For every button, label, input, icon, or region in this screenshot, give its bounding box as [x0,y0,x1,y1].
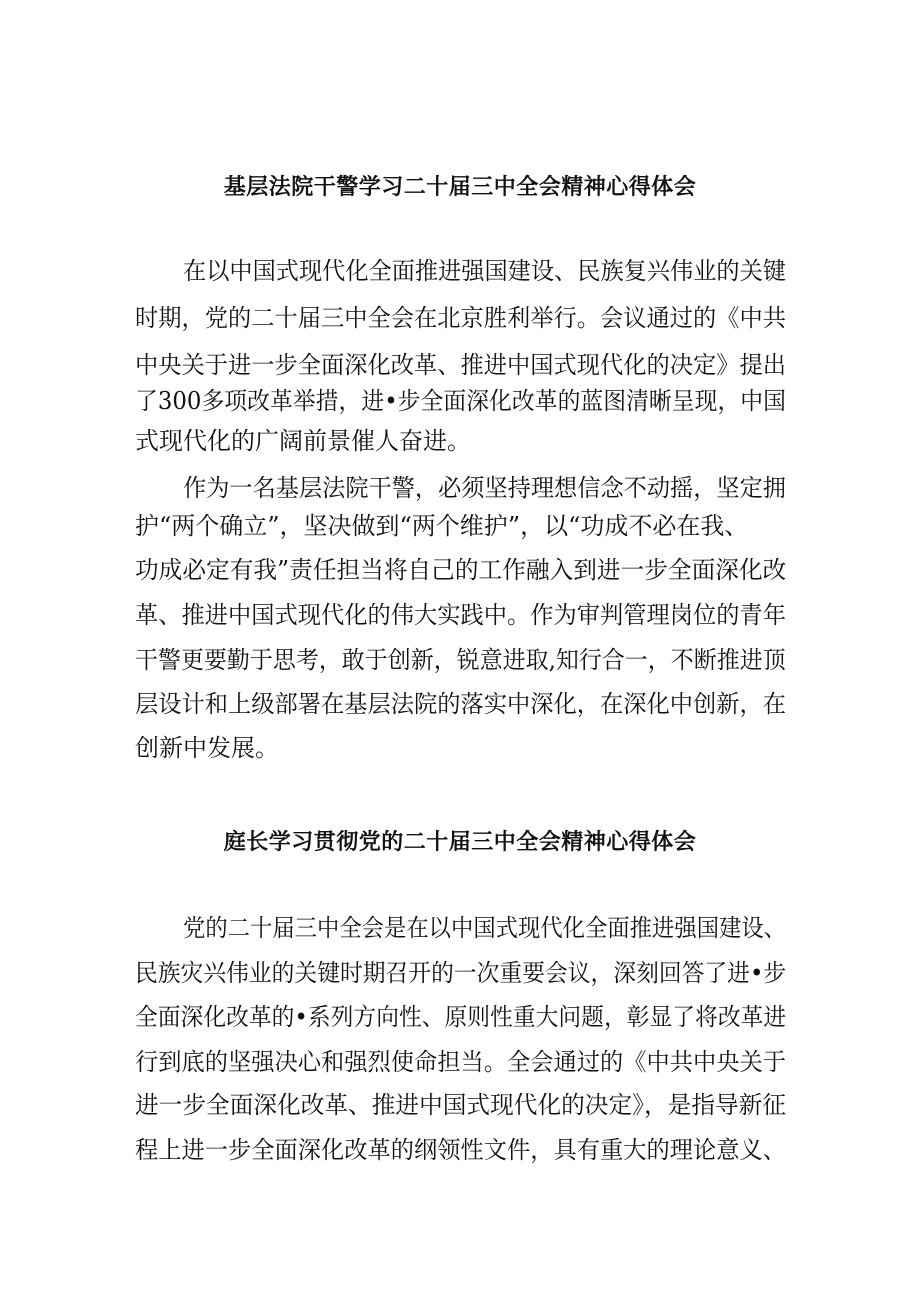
text-line: 革、推进中国式现代化的伟大实践中。作为审判管理岗位的青年 [135,601,787,629]
text-line: 行到底的坚强决心和强烈使命担当。全会通过的《中共中央关于 [135,1048,787,1076]
text-line: 干警更要勤于思考，敢于创新，锐意进取,知行合一，不断推进顶 [135,646,786,674]
text-line: 时期，党的二十届三中全会在北京胜利举行。会议通过的《中共 [135,304,787,332]
section2-title: 庭长学习贯彻党的二十届三中全会精神心得体会 [223,830,697,855]
text-line: 作为一名基层法院干警，必须坚持理想信念不动摇，坚定拥 [183,474,786,502]
text-line: 层设计和上级部署在基层法院的落实中深化，在深化中创新，在 [135,690,787,718]
text-line: 程上进一步全面深化改革的纲领性文件，具有重大的理论意义、 [135,1136,787,1164]
text-line: 在以中国式现代化全面推进强国建设、民族复兴伟业的关键 [183,257,786,285]
text-line: 了300多项改革举措，进•步全面深化改革的蓝图清晰呈现，中国 [135,387,787,415]
text-line: 中央关于进一步全面深化改革、推进中国式现代化的决定》提出 [135,351,787,379]
text-line: 创新中发展。 [135,734,279,762]
text-line: 全面深化改革的•系列方向性、原则性重大问题，彰显了将改革进 [135,1003,787,1031]
text-line: 进一步全面深化改革、推进中国式现代化的决定》，是指导新征 [135,1091,787,1119]
text-line: 功成必定有我”责任担当将自己的工作融入到进一步全面深化改 [135,556,787,584]
text-line: 民族灾兴伟业的关键时期召开的一次重要会议，深刻回答了进•步 [135,959,787,987]
text-line: 式现代化的广阔前景催人奋进。 [135,427,471,455]
section1-title: 基层法院干警学习二十届三中全会精神心得体会 [223,175,697,200]
text-line: 护“两个确立”，坚决做到“两个维护”，以“功成不必在我、 [135,512,749,540]
text-line: 党的二十届三中全会是在以中国式现代化全面推进强国建设、 [183,914,787,942]
